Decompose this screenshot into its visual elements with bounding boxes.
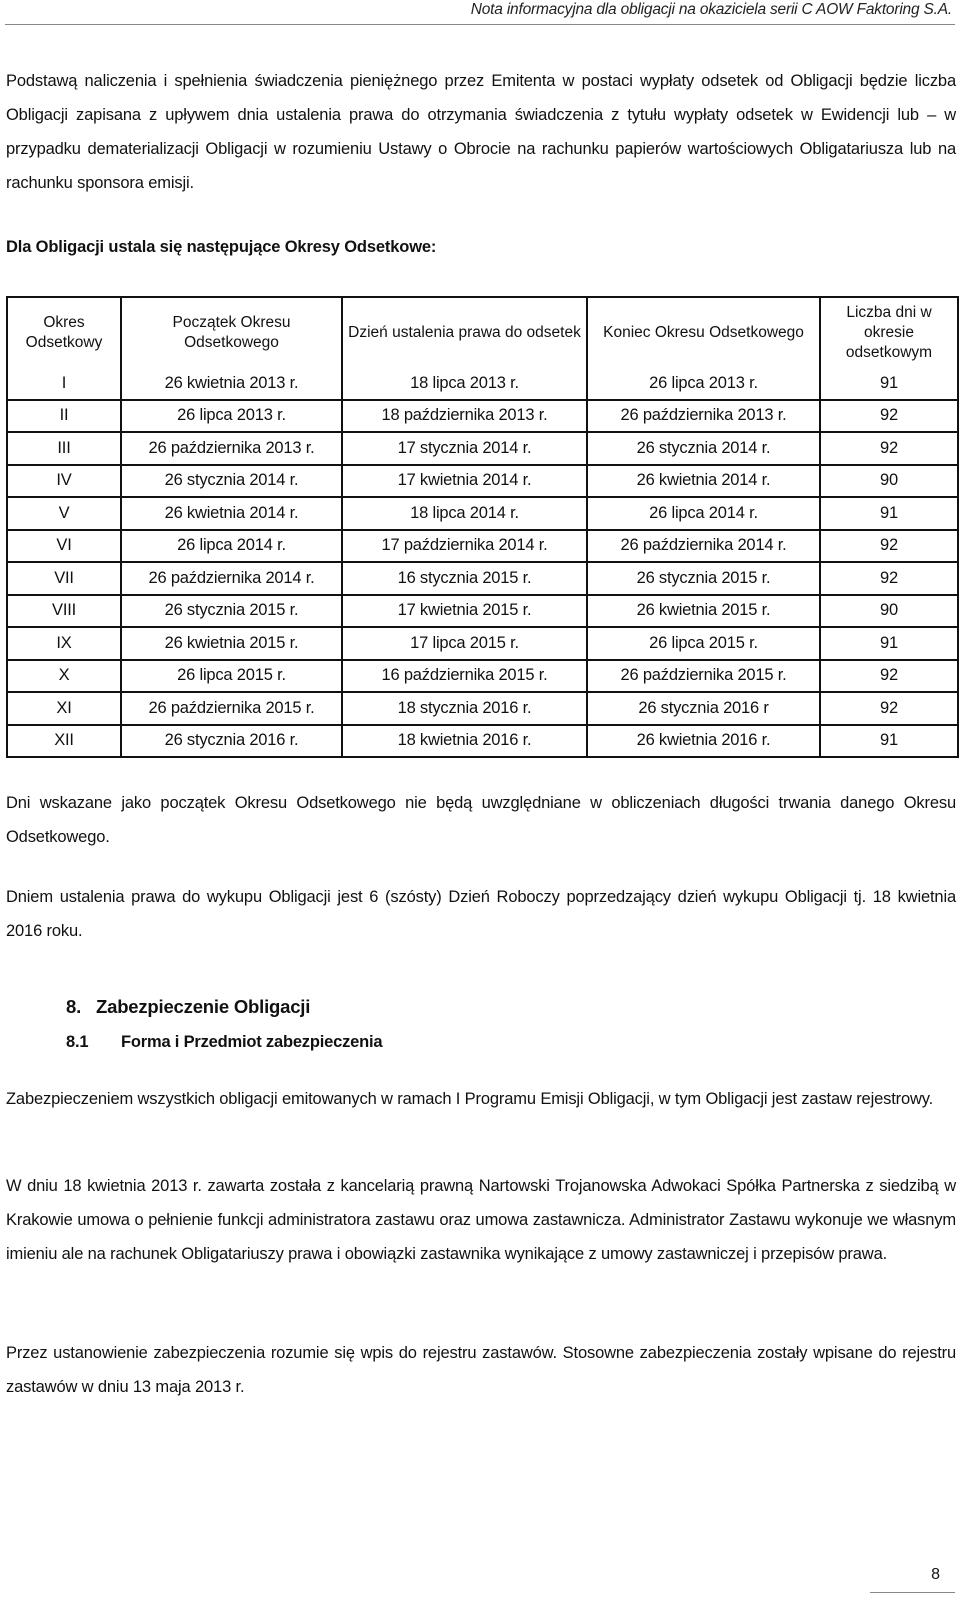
cell-start: 26 kwietnia 2015 r. <box>121 627 342 660</box>
cell-start: 26 lipca 2015 r. <box>121 660 342 693</box>
section-8-1-number: 8.1 <box>66 1033 89 1051</box>
table-row <box>7 627 958 660</box>
cell-period: XI <box>7 692 121 725</box>
cell-record-date: 17 kwietnia 2015 r. <box>342 595 587 628</box>
cell-period: XII <box>7 725 121 758</box>
cell-start: 26 października 2015 r. <box>121 692 342 725</box>
header-period: Okres Odsetkowy <box>7 297 121 368</box>
page-number: 8 <box>931 1566 940 1583</box>
cell-record-date: 16 października 2015 r. <box>342 660 587 693</box>
cell-record-date: 17 stycznia 2014 r. <box>342 432 587 465</box>
cell-record-date: 18 stycznia 2016 r. <box>342 692 587 725</box>
table-row <box>7 725 958 758</box>
cell-period: VI <box>7 530 121 563</box>
cell-period: IV <box>7 465 121 498</box>
paragraph-redemption-date: Dniem ustalenia prawa do wykupu Obligacji jest 6 (szósty) Dzień Roboczy poprzedzający dzień wykupu Obligacji tj. 18 kwietnia 2016 roku. <box>6 888 956 940</box>
cell-end: 26 lipca 2014 r. <box>587 497 820 530</box>
section-8-number: 8. <box>66 996 82 1017</box>
cell-end: 26 lipca 2015 r. <box>587 627 820 660</box>
cell-start: 26 października 2014 r. <box>121 562 342 595</box>
cell-days: 91 <box>820 725 958 758</box>
cell-period: II <box>7 400 121 433</box>
table-row <box>7 400 958 433</box>
cell-end: 26 października 2013 r. <box>587 400 820 433</box>
cell-period: VIII <box>7 595 121 628</box>
table-row <box>7 530 958 563</box>
cell-period: VII <box>7 562 121 595</box>
section-8-heading <box>66 996 310 1018</box>
document-header: Nota informacyjna dla obligacji na okaziciela serii C AOW Faktoring S.A. <box>470 1 952 18</box>
cell-days: 91 <box>820 368 958 400</box>
cell-start: 26 lipca 2013 r. <box>121 400 342 433</box>
paragraph-registry: Przez ustanowienie zabezpieczenia rozumie się wpis do rejestru zastawów. Stosowne zabezpieczenia zostały wpisane do rejestru zastawów w dniu 13 maja 2013 r. <box>6 1344 956 1396</box>
cell-days: 92 <box>820 530 958 563</box>
cell-days: 91 <box>820 497 958 530</box>
cell-end: 26 października 2014 r. <box>587 530 820 563</box>
cell-start: 26 stycznia 2015 r. <box>121 595 342 628</box>
cell-record-date: 17 kwietnia 2014 r. <box>342 465 587 498</box>
cell-days: 92 <box>820 400 958 433</box>
header-end: Koniec Okresu Odsetkowego <box>587 297 820 368</box>
cell-record-date: 17 października 2014 r. <box>342 530 587 563</box>
cell-record-date: 16 stycznia 2015 r. <box>342 562 587 595</box>
table-row <box>7 562 958 595</box>
header-record-date: Dzień ustalenia prawa do odsetek <box>342 297 587 368</box>
cell-days: 90 <box>820 465 958 498</box>
cell-period: I <box>7 368 121 400</box>
cell-start: 26 października 2013 r. <box>121 432 342 465</box>
cell-record-date: 17 lipca 2015 r. <box>342 627 587 660</box>
table-intro: Dla Obligacji ustala się następujące Okresy Odsetkowe: <box>6 238 437 256</box>
cell-record-date: 18 lipca 2013 r. <box>342 368 587 400</box>
table-row <box>7 497 958 530</box>
table-row <box>7 432 958 465</box>
footer-divider <box>870 1592 955 1593</box>
cell-start: 26 lipca 2014 r. <box>121 530 342 563</box>
table-row <box>7 465 958 498</box>
cell-days: 91 <box>820 627 958 660</box>
cell-start: 26 stycznia 2014 r. <box>121 465 342 498</box>
cell-days: 92 <box>820 562 958 595</box>
table-row <box>7 595 958 628</box>
section-8-1-title: Forma i Przedmiot zabezpieczenia <box>121 1033 383 1051</box>
cell-end: 26 października 2015 r. <box>587 660 820 693</box>
section-8-1-heading <box>66 1033 382 1052</box>
cell-end: 26 stycznia 2016 r <box>587 692 820 725</box>
header-divider <box>5 24 955 25</box>
cell-period: V <box>7 497 121 530</box>
cell-start: 26 stycznia 2016 r. <box>121 725 342 758</box>
cell-record-date: 18 października 2013 r. <box>342 400 587 433</box>
cell-end: 26 kwietnia 2014 r. <box>587 465 820 498</box>
section-8-title: Zabezpieczenie Obligacji <box>96 996 311 1017</box>
cell-record-date: 18 kwietnia 2016 r. <box>342 725 587 758</box>
cell-days: 92 <box>820 692 958 725</box>
cell-days: 92 <box>820 660 958 693</box>
table-row <box>7 660 958 693</box>
table-row <box>7 368 958 400</box>
cell-end: 26 kwietnia 2015 r. <box>587 595 820 628</box>
cell-end: 26 kwietnia 2016 r. <box>587 725 820 758</box>
cell-end: 26 stycznia 2015 r. <box>587 562 820 595</box>
paragraph-start-days: Dni wskazane jako początek Okresu Odsetkowego nie będą uwzględniane w obliczeniach długości trwania danego Okresu Odsetkowego. <box>6 794 956 846</box>
cell-end: 26 stycznia 2014 r. <box>587 432 820 465</box>
cell-period: III <box>7 432 121 465</box>
paragraph-interest-basis: Podstawą naliczenia i spełnienia świadczenia pieniężnego przez Emitenta w postaci wypłaty odsetek od Obligacji będzie liczba Obligacji zapisana z upływem dnia ustalenia prawa do otrzymania świadczenia z tytułu wypłaty odsetek w Ewidencji lub – w przypadku dematerializacji Obligacji w rozumieniu Ustawy o Obrocie na rachunku papierów wartościowych Obligatariusza lub na rachunku sponsora emisji. <box>6 72 956 192</box>
table-header-row <box>7 297 958 368</box>
header-start: Początek Okresu Odsetkowego <box>121 297 342 368</box>
cell-start: 26 kwietnia 2013 r. <box>121 368 342 400</box>
cell-period: IX <box>7 627 121 660</box>
cell-record-date: 18 lipca 2014 r. <box>342 497 587 530</box>
cell-start: 26 kwietnia 2014 r. <box>121 497 342 530</box>
cell-days: 90 <box>820 595 958 628</box>
cell-period: X <box>7 660 121 693</box>
paragraph-collateral: Zabezpieczeniem wszystkich obligacji emitowanych w ramach I Programu Emisji Obligacji, w tym Obligacji jest zastaw rejestrowy. <box>6 1090 934 1108</box>
interest-periods-table <box>6 296 959 758</box>
cell-end: 26 lipca 2013 r. <box>587 368 820 400</box>
cell-days: 92 <box>820 432 958 465</box>
table-row <box>7 692 958 725</box>
paragraph-administrator: W dniu 18 kwietnia 2013 r. zawarta została z kancelarią prawną Nartowski Trojanowska Adwokaci Spółka Partnerska z siedzibą w Krakowie umowa o pełnienie funkcji administratora zastawu oraz umowa zastawnicza. Administrator Zastawu wykonuje we własnym imieniu ale na rachunek Obligatariuszy prawa i obowiązki zastawnika wynikające z umowy zastawniczej i przepisów prawa. <box>6 1177 956 1263</box>
table-body <box>7 368 958 757</box>
header-days: Liczba dni w okresie odsetkowym <box>820 297 958 368</box>
